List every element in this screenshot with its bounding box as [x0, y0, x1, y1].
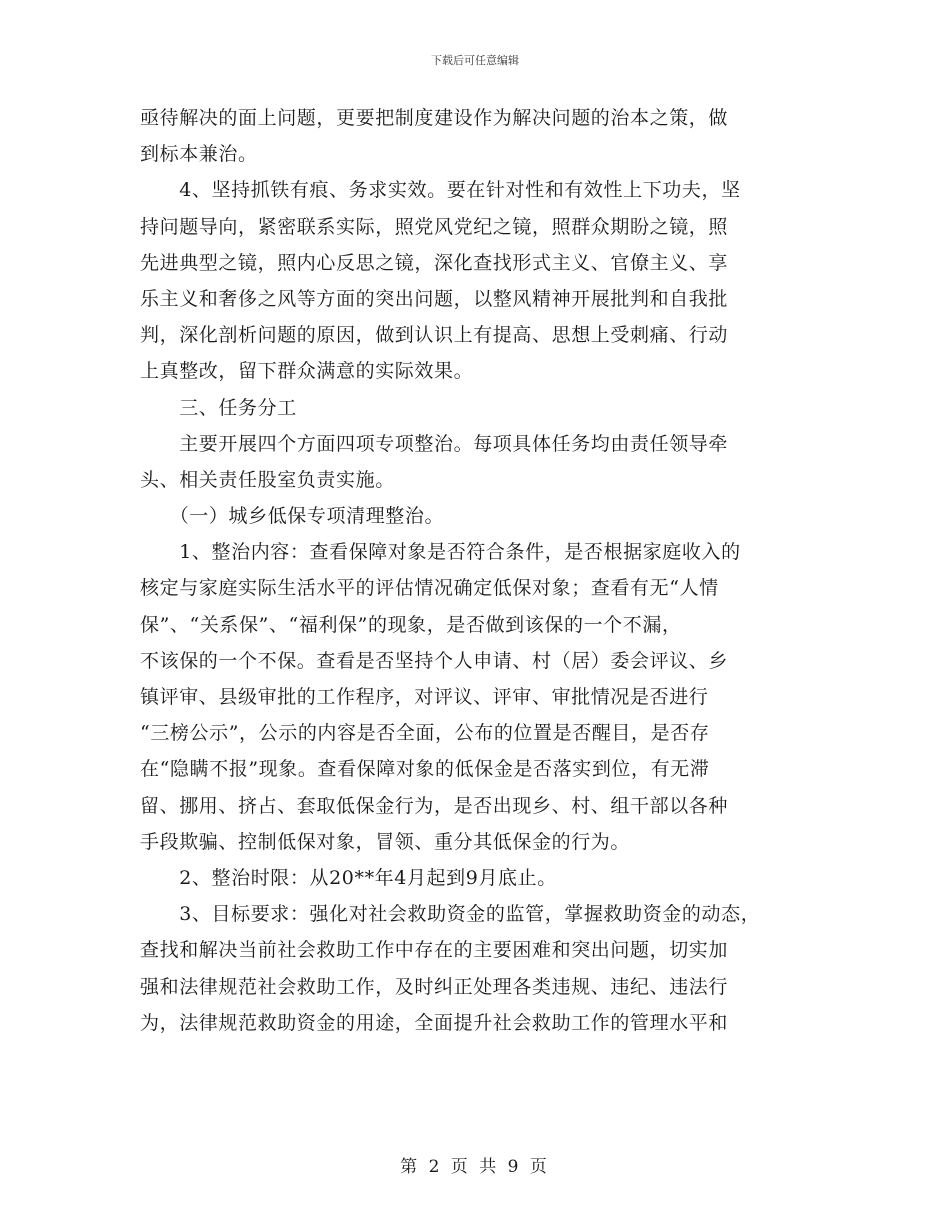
- page-number-footer: 第 2 页 共 9 页: [400, 1157, 550, 1177]
- text-line: 手段欺骗、控制低保对象，冒领、重分其低保金的行为。: [140, 830, 631, 853]
- document-body: [140, 100, 820, 1041]
- text-line: 3、目标要求：强化对社会救助资金的监管，掌握救助资金的动态，: [140, 903, 761, 926]
- text-line: 镇评审、县级审批的工作程序，对评议、评审、审批情况是否进行: [140, 686, 709, 708]
- text-line: 2、整治时限：从20**年4月起到9月底止。: [140, 866, 557, 889]
- subsection-heading: （一）城乡低保专项清理整治。: [140, 505, 445, 528]
- text-line: 核定与家庭实际生活水平的评估情况确定低保对象；查看有无“人情: [140, 577, 719, 600]
- text-line: 为，法律规范救助资金的用途，全面提升社会救助工作的管理水平和: [140, 1011, 729, 1034]
- text-line: 先进典型之镜，照内心反思之镜，深化查找形式主义、官僚主义、享: [140, 251, 729, 274]
- text-line: 头、相关责任股室负责实施。: [140, 468, 395, 491]
- text-line: 亟待解决的面上问题，更要把制度建设作为解决问题的治本之策，做: [140, 107, 729, 129]
- section-heading: 三、任务分工: [140, 396, 297, 419]
- text-line: 留、挪用、挤占、套取低保金行为，是否出现乡、村、组干部以各种: [140, 794, 729, 817]
- text-line: 判，深化剖析问题的原因，做到认识上有提高、思想上受刺痛、行动: [140, 324, 729, 347]
- page-header: 下载后可任意编辑: [431, 54, 519, 67]
- text-line: 强和法律规范社会救助工作，及时纠正处理各类违规、违纪、违法行: [140, 975, 729, 998]
- text-line: 到标本兼治。: [140, 143, 258, 166]
- text-line: 1、整治内容：查看保障对象是否符合条件，是否根据家庭收入的: [140, 541, 741, 564]
- text-line: 保”、“关系保”、“福利保”的现象，是否做到该保的一个不漏，: [140, 613, 682, 636]
- text-line: 持问题导向，紧密联系实际，照党风党纪之镜，照群众期盼之镜，照: [140, 215, 729, 238]
- text-line: “三榜公示”，公示的内容是否全面，公布的位置是否醒目，是否存: [140, 722, 710, 745]
- text-line: 4、坚持抓铁有痕、务求实效。要在针对性和有效性上下功夫，坚: [140, 179, 741, 202]
- text-line: 在“隐瞒不报”现象。查看保障对象的低保金是否落实到位，有无滞: [140, 758, 710, 781]
- text-line: 查找和解决当前社会救助工作中存在的主要困难和突出问题，切实加: [140, 939, 729, 962]
- text-line: 不该保的一个不保。查看是否坚持个人申请、村（居）委会评议、乡: [140, 649, 729, 672]
- text-line: 乐主义和奢侈之风等方面的突出问题，以整风精神开展批判和自我批: [140, 287, 729, 310]
- text-line: 上真整改，留下群众满意的实际效果。: [140, 360, 474, 383]
- text-line: 主要开展四个方面四项专项整治。每项具体任务均由责任领导牵: [140, 432, 729, 455]
